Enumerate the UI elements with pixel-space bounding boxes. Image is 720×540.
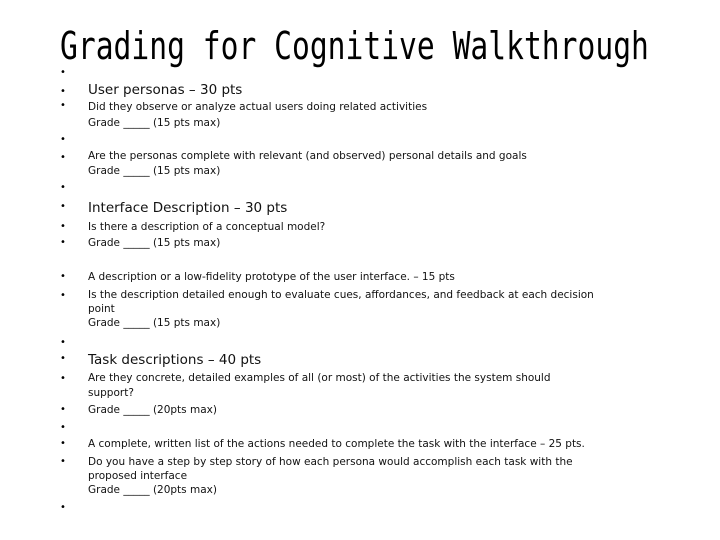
bullet bbox=[60, 68, 66, 74]
page-title: Grading for Cognitive Walkthrough bbox=[60, 24, 649, 68]
grade-line: Grade _____ (15 pts max) bbox=[88, 165, 221, 177]
bullet bbox=[60, 291, 66, 297]
bullet bbox=[60, 238, 66, 244]
grade-line: Grade _____ (15 pts max) bbox=[88, 317, 221, 329]
bullet bbox=[60, 439, 66, 445]
bullet bbox=[60, 374, 66, 380]
criterion-text: Are the personas complete with relevant (and observed) personal details and goals bbox=[88, 150, 527, 162]
bullet bbox=[60, 405, 66, 411]
bullet bbox=[60, 101, 66, 107]
bullet bbox=[60, 354, 66, 360]
bullet bbox=[60, 135, 66, 141]
bullet bbox=[60, 153, 66, 159]
grade-line: Grade _____ (15 pts max) bbox=[88, 117, 221, 129]
bullet bbox=[60, 183, 66, 189]
bullet bbox=[60, 272, 66, 278]
criterion-text-continued: proposed interface bbox=[88, 470, 188, 482]
bullet bbox=[60, 222, 66, 228]
criterion-text: A complete, written list of the actions needed to complete the task with the interface – 25 pts. bbox=[88, 438, 585, 450]
criterion-text: Is there a description of a conceptual model? bbox=[88, 221, 326, 233]
section-heading-user-personas: User personas – 30 pts bbox=[88, 82, 243, 98]
criterion-text: A description or a low-fidelity prototype of the user interface. – 15 pts bbox=[88, 271, 455, 283]
criterion-text: Are they concrete, detailed examples of all (or most) of the activities the system should bbox=[88, 372, 551, 384]
bullet bbox=[60, 87, 66, 93]
bullet bbox=[60, 202, 66, 208]
bullet bbox=[60, 338, 66, 344]
criterion-text-continued: point bbox=[88, 303, 115, 315]
grade-line: Grade _____ (20pts max) bbox=[88, 404, 217, 416]
criterion-text: Do you have a step by step story of how each persona would accomplish each task with the bbox=[88, 456, 573, 468]
section-heading-task-descriptions: Task descriptions – 40 pts bbox=[88, 352, 262, 368]
grade-line: Grade _____ (20pts max) bbox=[88, 484, 217, 496]
bullet bbox=[60, 503, 66, 509]
bullet bbox=[60, 423, 66, 429]
grade-line: Grade _____ (15 pts max) bbox=[88, 237, 221, 249]
criterion-text: Did they observe or analyze actual users doing related activities bbox=[88, 101, 428, 113]
criterion-text-continued: support? bbox=[88, 387, 134, 399]
bullet bbox=[60, 457, 66, 463]
section-heading-interface-description: Interface Description – 30 pts bbox=[88, 200, 288, 216]
criterion-text: Is the description detailed enough to evaluate cues, affordances, and feedback at each decision bbox=[88, 289, 594, 301]
